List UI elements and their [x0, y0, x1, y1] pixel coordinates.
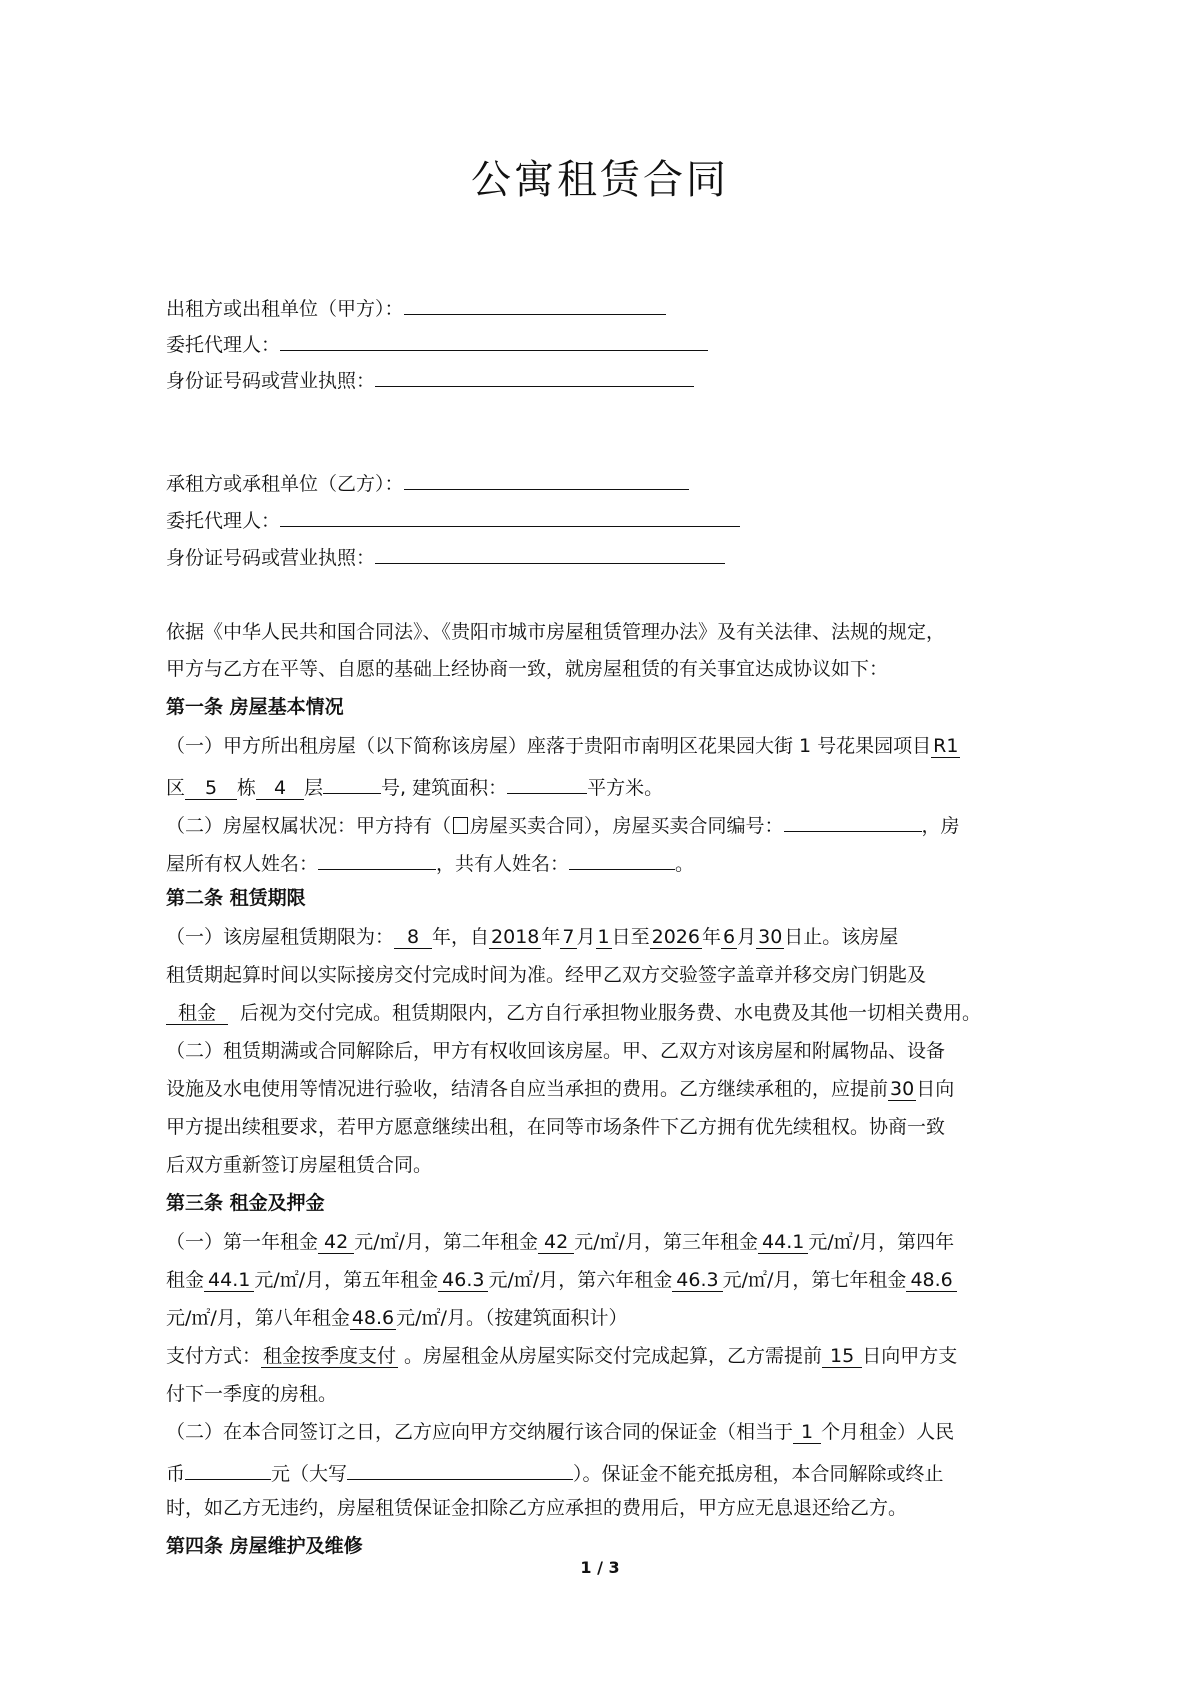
ownership-label: （二）房屋权属状况：甲方持有（	[166, 815, 452, 837]
rent-unit: 元/㎡/月	[396, 1307, 466, 1329]
end-day-suffix: 日止。该房屋	[784, 926, 899, 948]
start-day-suffix: 日至	[611, 926, 650, 948]
article-3-payment-line1	[166, 1343, 957, 1369]
start-month-value: 7	[562, 926, 575, 948]
room-number-blank	[323, 771, 381, 794]
party-b-agent-line	[166, 504, 740, 530]
deposit-months-value: 1	[793, 1421, 821, 1444]
term-label: （一）该房屋租赁期限为：	[166, 926, 395, 948]
checkbox-icon[interactable]	[453, 817, 468, 834]
deposit-amount-blank	[185, 1457, 271, 1480]
party-b-id-blank	[375, 541, 725, 564]
rent-year-1-label: （一）第一年租金	[166, 1231, 319, 1253]
deposit-uppercase-label: 元（大写	[271, 1463, 348, 1485]
party-b-id-label: 身份证号码或营业执照：	[166, 547, 376, 569]
article-2-p1-line3	[166, 1000, 981, 1026]
party-a-agent-blank	[280, 328, 708, 351]
party-b-agent-blank	[280, 504, 740, 527]
rent-year-6-value: 46.3	[672, 1269, 722, 1292]
rent-year-3-label: ，第三年租金	[644, 1231, 759, 1253]
start-year-suffix: 年	[541, 926, 561, 948]
rent-basis-note: 。（按建筑面积计）	[465, 1307, 628, 1329]
intro-line-2: 甲方与乙方在平等、自愿的基础上经协商一致，就房屋租赁的有关事宜达成协议如下：	[166, 658, 889, 680]
article-1-p2-line1	[166, 809, 960, 835]
zone-suffix: 区	[166, 777, 186, 799]
floor-value: 4	[256, 777, 304, 800]
area-label: 号, 建筑面积：	[381, 777, 508, 799]
article-4-heading: 第四条 房屋维护及维修	[166, 1535, 363, 1557]
party-a-id-label: 身份证号码或营业执照：	[166, 370, 376, 392]
article-2-p2-line2	[166, 1076, 954, 1102]
term-years-value: 8	[394, 926, 432, 949]
start-day-value: 1	[597, 926, 610, 948]
article-1-p2-line2	[166, 847, 694, 873]
rent-unit: 元/㎡/月	[488, 1269, 559, 1291]
party-a-id-blank	[375, 364, 694, 387]
rent-year-8-value: 48.6	[351, 1307, 395, 1329]
article-3-heading: 第三条 租金及押金	[166, 1192, 325, 1214]
party-b-id-line	[166, 541, 725, 567]
rent-unit: 元/㎡/月	[722, 1269, 793, 1291]
article-3-deposit-line2	[166, 1457, 944, 1483]
end-year-value: 2026	[651, 926, 700, 948]
handover-text: 后视为交付完成。租赁期限内，乙方自行承担物业服务费、水电费及其他一切相关费用。	[240, 1002, 982, 1024]
rent-year-5-value: 46.3	[438, 1269, 488, 1292]
party-a-id-line	[166, 364, 694, 390]
party-b-name-blank	[404, 467, 689, 490]
notice-days-value: 30	[890, 1078, 915, 1100]
page-number: 1 / 3	[580, 1558, 620, 1577]
co-owner-name-blank	[569, 847, 675, 870]
building-suffix: 栋	[237, 777, 257, 799]
notice-days-suffix: 日向	[916, 1078, 955, 1100]
area-unit: 平方米。	[587, 777, 664, 799]
article-2-p2-line3: 甲方提出续租要求，若甲方愿意继续出租，在同等市场条件下乙方拥有优先续租权。协商一致	[166, 1116, 946, 1138]
rent-year-2-value: 42	[538, 1231, 574, 1254]
deposit-currency-label: 币	[166, 1463, 186, 1485]
deposit-uppercase-blank	[347, 1457, 573, 1480]
start-month-suffix: 月	[576, 926, 596, 948]
area-blank	[507, 771, 587, 794]
rent-year-6-label: ，第六年租金	[558, 1269, 673, 1291]
party-a-name-blank	[404, 292, 666, 315]
rent-year-4-value: 44.1	[204, 1269, 254, 1292]
article-2-p2-line4: 后双方重新签订房屋租赁合同。	[166, 1154, 433, 1176]
article-2-p1-line1	[166, 924, 898, 950]
article-2-heading: 第二条 租赁期限	[166, 887, 306, 909]
article-3-deposit-line3: 时，如乙方无违约，房屋租赁保证金扣除乙方应承担的费用后，甲方应无息退还给乙方。	[166, 1497, 908, 1519]
article-3-rent-line2	[166, 1267, 957, 1293]
party-a-agent-label: 委托代理人：	[166, 334, 281, 356]
party-b-name-line	[166, 467, 689, 493]
end-month-suffix: 月	[737, 926, 757, 948]
rent-unit: 元/㎡/月	[166, 1307, 236, 1329]
period-mark: 。	[675, 853, 695, 875]
intro-line-1: 依据《中华人民共和国合同法》、《贵阳市城市房屋租赁管理办法》及有关法律、法规的规定，	[166, 621, 946, 643]
article-1-location-text: （一）甲方所出租房屋（以下简称该房屋）座落于贵阳市南明区花果园大街 1 号花果园项目	[166, 735, 932, 757]
rent-year-3-value: 44.1	[758, 1231, 808, 1254]
deposit-text: （二）在本合同签订之日，乙方应向甲方交纳履行该合同的保证金（相当于	[166, 1421, 794, 1443]
deposit-months-suffix: 个月租金）人民	[821, 1421, 955, 1443]
party-a-name-line	[166, 292, 666, 318]
article-2-p1-line2: 租赁期起算时间以实际接房交付完成时间为准。经甲乙双方交验签字盖章并移交房门钥匙及	[166, 964, 927, 986]
deposit-rule-text: ）。保证金不能充抵房租，本合同解除或终止	[573, 1463, 944, 1485]
handover-item-value: 租金	[166, 1002, 228, 1025]
payment-days-suffix: 日向甲方支	[862, 1345, 958, 1367]
party-b-name-label: 承租方或承租单位（乙方）：	[166, 473, 404, 495]
article-1-heading: 第一条 房屋基本情况	[166, 696, 344, 718]
owner-name-blank	[318, 847, 436, 870]
owner-name-label: 屋所有权人姓名：	[166, 853, 319, 875]
building-value: 5	[185, 777, 237, 800]
rent-unit: 元/㎡/月	[574, 1231, 645, 1253]
payment-days-value: 15	[822, 1345, 862, 1368]
rent-year-7-value: 48.6	[906, 1269, 956, 1292]
article-1-p1-line2	[166, 771, 663, 797]
floor-suffix: 层	[304, 777, 324, 799]
rent-unit: 元/㎡/月	[254, 1269, 325, 1291]
start-year-value: 2018	[491, 926, 540, 948]
rent-unit: 元/㎡/月	[354, 1231, 425, 1253]
contract-number-blank	[784, 809, 922, 832]
article-3-deposit-line1	[166, 1419, 954, 1445]
payment-text: 。房屋租金从房屋实际交付完成起算，乙方需提前	[404, 1345, 823, 1367]
party-a-agent-line	[166, 328, 708, 354]
co-owner-name-label: ，共有人姓名：	[436, 853, 570, 875]
rent-year-5-label: ，第五年租金	[324, 1269, 439, 1291]
end-year-suffix: 年	[701, 926, 721, 948]
zone-value: R1	[933, 735, 959, 757]
rent-year-1-value: 42	[318, 1231, 354, 1254]
payment-method-value: 租金按季度支付	[263, 1345, 397, 1367]
payment-method-label: 支付方式：	[166, 1345, 262, 1367]
end-month-value: 6	[723, 926, 736, 948]
term-years-suffix: 年，自	[432, 926, 490, 948]
ownership-continued: ，房	[921, 815, 960, 837]
rent-year-7-label: ，第七年租金	[792, 1269, 907, 1291]
rent-year-4-label: ，第四年	[878, 1231, 955, 1253]
rent-year-2-label: ，第二年租金	[424, 1231, 539, 1253]
rent-year-4-label-cont: 租金	[166, 1269, 205, 1291]
party-b-agent-label: 委托代理人：	[166, 510, 281, 532]
end-day-value: 30	[758, 926, 783, 948]
renewal-text: 设施及水电使用等情况进行验收，结清各自应当承担的费用。乙方继续承租的，应提前	[166, 1078, 889, 1100]
document-title: 公寓租赁合同	[471, 157, 729, 203]
article-3-payment-line2: 付下一季度的房租。	[166, 1383, 338, 1405]
rent-unit: 元/㎡/月	[808, 1231, 879, 1253]
article-2-p2-line1: （二）租赁期满或合同解除后，甲方有权收回该房屋。甲、乙双方对该房屋和附属物品、设备	[166, 1040, 946, 1062]
article-1-p1-line1	[166, 733, 960, 759]
contract-number-label: 房屋买卖合同），房屋买卖合同编号：	[470, 815, 784, 837]
rent-year-8-label: ，第八年租金	[235, 1307, 350, 1329]
party-a-name-label: 出租方或出租单位（甲方）：	[166, 298, 404, 320]
article-3-rent-line3	[166, 1305, 627, 1331]
article-3-rent-line1	[166, 1229, 954, 1255]
